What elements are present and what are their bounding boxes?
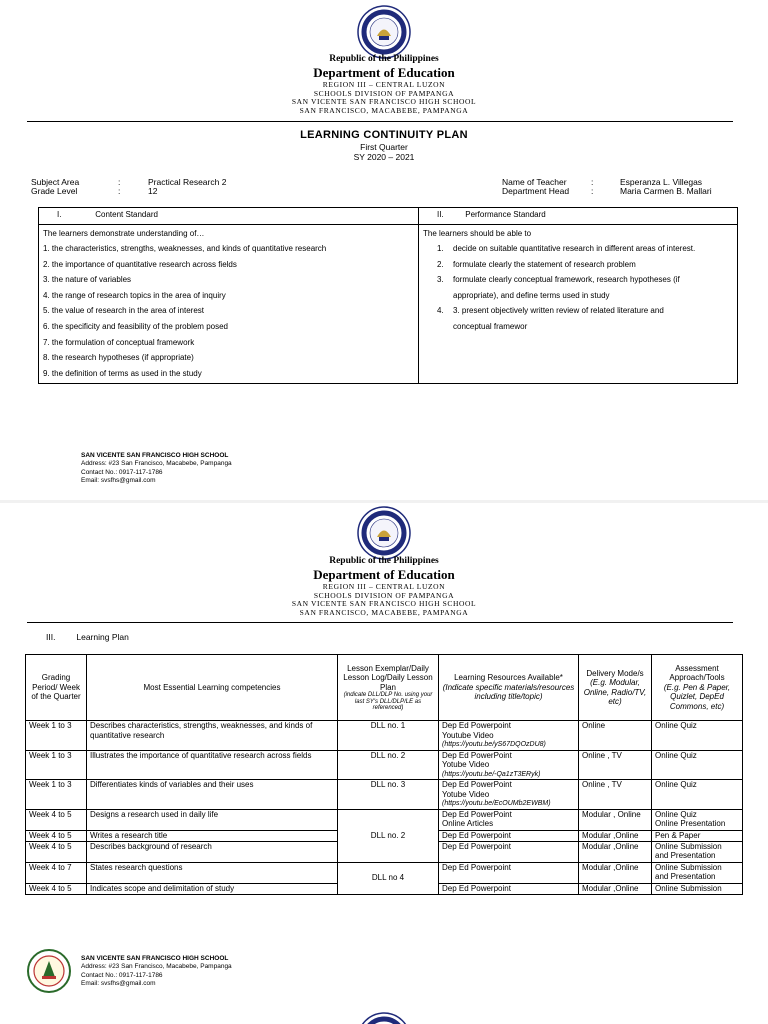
colon: : (591, 186, 594, 196)
cell-mode: Modular ,Online (579, 841, 652, 862)
cell-mode: Modular ,Online (579, 883, 652, 894)
table-row (26, 721, 743, 751)
cell-assessment: Online Quiz (652, 750, 743, 780)
content-standard-body (39, 225, 419, 384)
region-line: REGION III – CENTRAL LUZON (322, 582, 446, 591)
resource-line: Dep Ed PowerPoint (442, 780, 512, 789)
content-intro: The learners demonstrate understanding of… (43, 229, 205, 238)
division-line: SCHOOLS DIVISION OF PAMPANGA (313, 88, 455, 98)
cell-resources (439, 750, 579, 780)
republic-line: Republic of the Philippines (329, 556, 439, 566)
cell-resources: Dep Ed Powerpoint (439, 862, 579, 883)
cell-mode: Online (579, 721, 652, 751)
republic-line: Republic of the Philippines (329, 54, 439, 64)
cell-dll: DLL no. 3 (338, 780, 439, 810)
delivery-label: Delivery Mode/s (586, 668, 644, 678)
header-rule (27, 622, 733, 623)
perf-item (423, 288, 733, 304)
perf-item-num: 1. (437, 244, 444, 253)
resource-line: Yotube Video (442, 789, 490, 799)
cell-mode: Modular ,Online (579, 862, 652, 883)
assessment-note: (E.g. Pen & Paper, Quizlet, DepEd Commons, etc) (663, 682, 731, 711)
letterhead (0, 54, 768, 115)
footer-school: SAN VICENTE SAN FRANCISCO HIGH SCHOOL (81, 452, 229, 459)
cell-week: Week 4 to 5 (26, 841, 87, 862)
cell-assessment: Online Quiz (652, 721, 743, 751)
page-2 (0, 503, 768, 1024)
division-line: SCHOOLS DIVISION OF PAMPANGA (313, 590, 455, 600)
content-item: 8. the research hypotheses (if appropriate) (43, 353, 194, 363)
resource-line: Dep Ed Powerpoint (442, 721, 511, 730)
department-name: Department of Education (313, 567, 455, 582)
page-1 (0, 0, 768, 500)
teacher-value: Esperanza L. Villegas (620, 177, 703, 187)
perf-item-text: formulate clearly conceptual framework, research hypotheses (if (453, 275, 680, 285)
content-item: 9. the definition of terms as used in the study (43, 368, 202, 378)
table-row (26, 862, 743, 883)
cell-week: Week 1 to 3 (26, 780, 87, 810)
footer-2 (81, 955, 232, 989)
school-logo-icon (27, 949, 71, 993)
plan-sy: SY 2020 – 2021 (353, 152, 415, 162)
table-row (26, 750, 743, 780)
footer-1 (81, 452, 232, 486)
exemplar-note: (indicate DLL/DLP No. using your last SY's DLL/DLP/LE as referenced) (343, 692, 433, 711)
performance-standard-header (419, 208, 738, 225)
cell-week: Week 4 to 5 (26, 809, 87, 830)
plan-quarter: First Quarter (360, 142, 408, 152)
footer-email: Email: svsfhs@gmail.com (81, 980, 156, 988)
grade-label: Grade Level (31, 186, 78, 196)
cell-dll-merged: DLL no. 2 (338, 809, 439, 862)
colon: : (118, 186, 121, 196)
cell-dll: DLL no. 1 (338, 721, 439, 751)
cell-assessment (652, 809, 743, 830)
head-value: Maria Carmen B. Mallari (620, 186, 712, 196)
resource-line: Dep Ed PowerPoint (442, 750, 512, 760)
cell-competency: Illustrates the importance of quantitative research across fields (87, 750, 338, 780)
perf-item-text: 3. present objectively written review of related literature and (453, 306, 664, 316)
resources-note: (Indicate specific materials/resources including title/topic) (442, 682, 575, 702)
perf-item-text: conceptual framewor (453, 321, 528, 331)
perf-item (423, 303, 733, 319)
teacher-label: Name of Teacher (502, 177, 567, 187)
subject-label: Subject Area (31, 177, 80, 187)
col-header-resources (439, 655, 579, 721)
region-line: REGION III – CENTRAL LUZON (322, 80, 446, 89)
perf-item (423, 241, 733, 257)
standards-table (38, 207, 738, 384)
cell-week: Week 4 to 7 (26, 862, 87, 883)
col-header-period: Grading Period/ Week of the Quarter (26, 655, 87, 721)
table-row (26, 809, 743, 830)
col-header-exemplar (338, 655, 439, 721)
cell-mode: Modular , Online (579, 809, 652, 830)
table-row (26, 780, 743, 810)
footer-contact: Contact No.: 0917-117-1786 (81, 971, 163, 979)
footer-school: SAN VICENTE SAN FRANCISCO HIGH SCHOOL (81, 955, 229, 962)
perf-item (423, 272, 733, 288)
cell-resources: Dep Ed Powerpoint (439, 830, 579, 841)
content-item: 5. the value of research in the area of interest (43, 306, 204, 316)
col-header-assessment (652, 655, 743, 721)
colon: : (591, 177, 594, 187)
footer-email: Email: svsfhs@gmail.com (81, 477, 156, 485)
cell-competency: Describes background of research (87, 841, 338, 862)
perf-item-text: formulate clearly the statement of research problem (453, 259, 636, 269)
plan-title: LEARNING CONTINUITY PLAN (300, 129, 468, 141)
letterhead (0, 556, 768, 617)
cell-competency: Indicates scope and delimitation of study (87, 883, 338, 894)
perf-intro: The learners should be able to (423, 229, 532, 238)
location-line: SAN FRANCISCO, MACABEBE, PAMPANGA (299, 105, 469, 115)
cell-dll: DLL no. 2 (338, 750, 439, 780)
deped-seal-icon (357, 5, 411, 59)
cell-competency: Describes characteristics, strengths, weaknesses, and kinds of quantitative research (87, 721, 338, 751)
assessment-line: Online Quiz (655, 809, 697, 819)
assessment-line: and Presentation (655, 851, 716, 860)
head-label: Department Head (502, 186, 570, 196)
content-standard-header (39, 208, 419, 225)
learning-plan-heading (46, 632, 129, 642)
department-name: Department of Education (313, 65, 455, 80)
perf-item-num: 2. (437, 259, 444, 269)
page-3 (0, 1009, 768, 1024)
cell-resources: Dep Ed Powerpoint (439, 841, 579, 862)
grade-value: 12 (148, 186, 158, 196)
cell-competency: Designs a research used in daily life (87, 809, 338, 830)
cell-assessment (652, 841, 743, 862)
content-title: Content Standard (95, 210, 158, 219)
footer-address: Address: #23 San Francisco, Macabebe, Pampanga (81, 963, 232, 971)
cell-mode: Modular ,Online (579, 830, 652, 841)
delivery-note: (E.g. Modular, Online, Radio/TV, etc) (583, 678, 647, 706)
assessment-line: Online Submission (655, 862, 722, 872)
cell-week: Week 1 to 3 (26, 721, 87, 751)
cell-week: Week 4 to 5 (26, 883, 87, 894)
assessment-line: and Presentation (655, 872, 716, 881)
location-line: SAN FRANCISCO, MACABEBE, PAMPANGA (299, 607, 469, 617)
content-item: 2. the importance of quantitative research across fields (43, 259, 237, 269)
perf-item-num: 3. (437, 275, 444, 285)
cell-mode: Online , TV (579, 750, 652, 780)
perf-item (423, 319, 733, 335)
section-title: Learning Plan (76, 632, 129, 642)
content-item: 4. the range of research topics in the area of inquiry (43, 290, 226, 300)
cell-week: Week 1 to 3 (26, 750, 87, 780)
cell-competency: Writes a research title (87, 830, 338, 841)
assessment-line: Online Submission (655, 841, 722, 851)
content-item: 1. the characteristics, strengths, weaknesses, and kinds of quantitative research (43, 244, 327, 253)
cell-assessment: Online Submission (652, 883, 743, 894)
resources-label: Learning Resources Available* (454, 673, 563, 683)
cell-resources (439, 809, 579, 830)
resource-link: (https://youtu.be/-Qa1zT3ERyk) (442, 770, 541, 778)
cell-competency: States research questions (87, 862, 338, 883)
resource-link: (https://youtu.be/EcOUMb2EWBM) (442, 800, 551, 807)
resource-line: Online Articles (442, 819, 494, 828)
perf-item-num: 4. (437, 306, 444, 316)
col-header-competency: Most Essential Learning competencies (87, 655, 338, 721)
performance-standard-body (419, 225, 738, 384)
content-item: 7. the formulation of conceptual framework (43, 337, 195, 347)
subject-value: Practical Research 2 (148, 177, 227, 187)
deped-seal-icon (357, 1012, 411, 1024)
perf-title: Performance Standard (465, 210, 546, 219)
footer-address: Address: #23 San Francisco, Macabebe, Pampanga (81, 460, 232, 468)
assessment-line: Online Presentation (655, 819, 726, 828)
cell-assessment (652, 862, 743, 883)
cell-resources (439, 780, 579, 810)
perf-item (423, 257, 733, 273)
col-header-delivery (579, 655, 652, 721)
cell-dll-merged: DLL no 4 (338, 862, 439, 894)
colon: : (118, 177, 121, 187)
header-rule (27, 121, 733, 122)
resource-line: Yotube Video (442, 760, 490, 769)
cell-assessment: Pen & Paper (652, 830, 743, 841)
cell-resources (439, 721, 579, 751)
cell-resources: Dep Ed Powerpoint (439, 883, 579, 894)
cell-week: Week 4 to 5 (26, 830, 87, 841)
assessment-label: Assessment Approach/Tools (669, 663, 725, 683)
resource-link: (https://youtu.be/yS67DQOzDU8) (442, 741, 546, 748)
content-item: 3. the nature of variables (43, 275, 132, 285)
exemplar-label: Lesson Exemplar/Daily Lesson Log/Daily Lesson Plan (343, 663, 433, 692)
footer-contact: Contact No.: 0917-117-1786 (81, 468, 163, 476)
resource-line: Dep Ed PowerPoint (442, 809, 512, 819)
school-line: SAN VICENTE SAN FRANCISCO HIGH SCHOOL (291, 599, 477, 609)
cell-competency: Differentiates kinds of variables and their uses (87, 780, 338, 810)
deped-seal-icon (357, 506, 411, 560)
perf-item-text: decide on suitable quantitative research in different areas of interest. (453, 244, 696, 253)
learning-plan-table (25, 654, 743, 895)
perf-num: II. (437, 210, 444, 219)
cell-assessment: Online Quiz (652, 780, 743, 810)
section-num: III. (46, 632, 56, 642)
cell-mode: Online , TV (579, 780, 652, 810)
content-num: I. (57, 210, 62, 219)
resource-line: Youtube Video (442, 730, 494, 740)
perf-item-text: appropriate), and define terms used in study (453, 290, 610, 300)
plan-title-block (0, 129, 768, 162)
content-item: 6. the specificity and feasibility of the problem posed (43, 321, 228, 331)
school-line: SAN VICENTE SAN FRANCISCO HIGH SCHOOL (291, 97, 477, 107)
